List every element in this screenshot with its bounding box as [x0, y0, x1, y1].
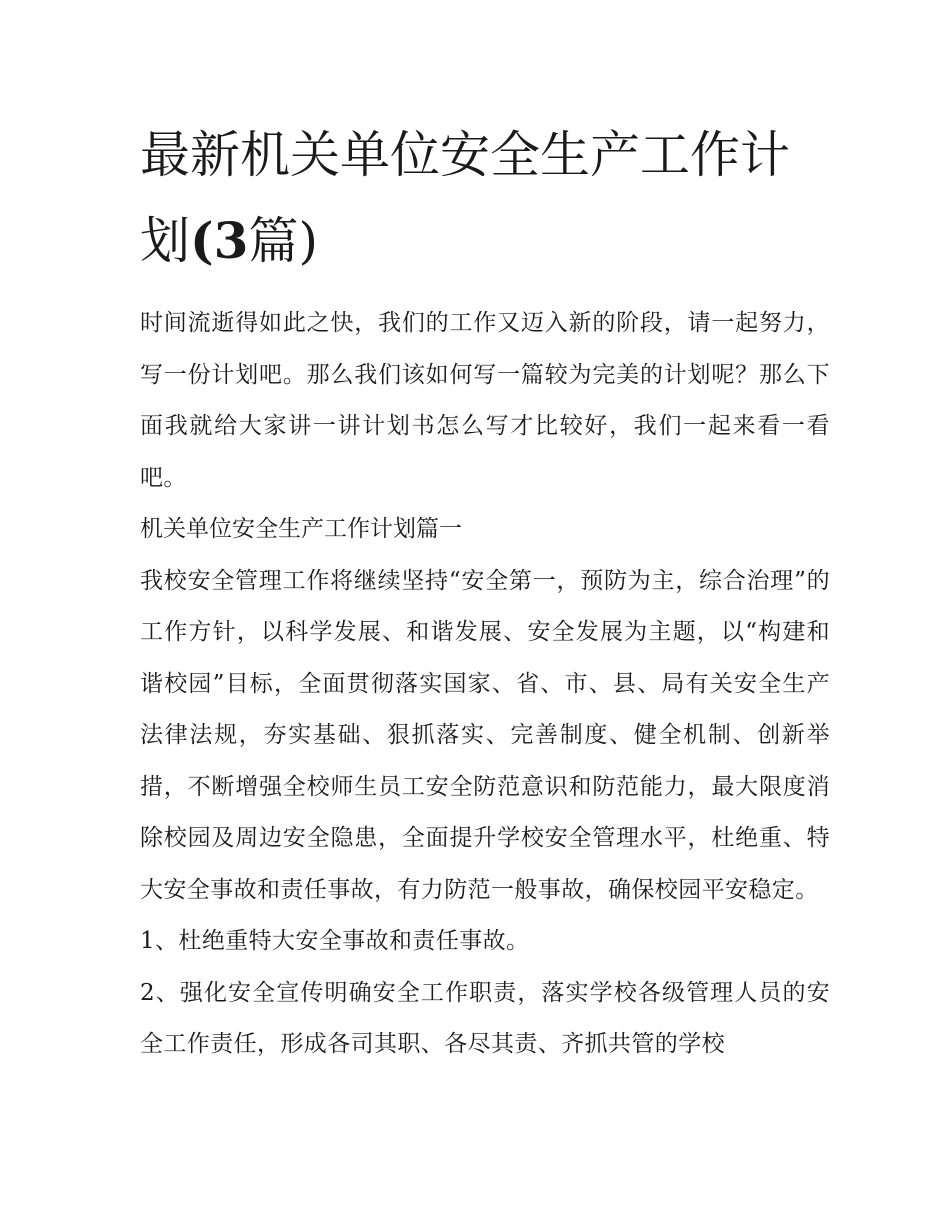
- document-page: [140, 112, 830, 1071]
- document-title: 最新机关单位安全生产工作计划(3篇): [140, 126, 790, 270]
- section-heading: 机关单位安全生产工作计划篇一: [140, 516, 462, 542]
- list-item-2: 2、强化安全宣传明确安全工作职责，落实学校各级管理人员的安全工作责任，形成各司其职、各尽其责、齐抓共管的学校: [140, 979, 830, 1057]
- intro-paragraph: 时间流逝得如此之快，我们的工作又迈入新的阶段，请一起努力，写一份计划吧。那么我们该如何写一篇较为完美的计划呢？那么下面我就给大家讲一讲计划书怎么写才比较好，我们一起来看一看吧。: [140, 310, 830, 491]
- list-item-1: 1、杜绝重特大安全事故和责任事故。: [140, 928, 530, 954]
- body-paragraph: 我校安全管理工作将继续坚持“安全第一，预防为主，综合治理”的工作方针，以科学发展、和谐发展、安全发展为主题，以“构建和谐校园”目标，全面贯彻落实国家、省、市、县、局有关安全生产法律法规，夯实基础、狠抓落实、完善制度、健全机制、创新举措，不断增强全校师生员工安全防范意识和防范能力，最大限度消除校园及周边安全隐患，全面提升学校安全管理水平，杜绝重、特大安全事故和责任事故，有力防范一般事故，确保校园平安稳定。: [140, 567, 830, 903]
